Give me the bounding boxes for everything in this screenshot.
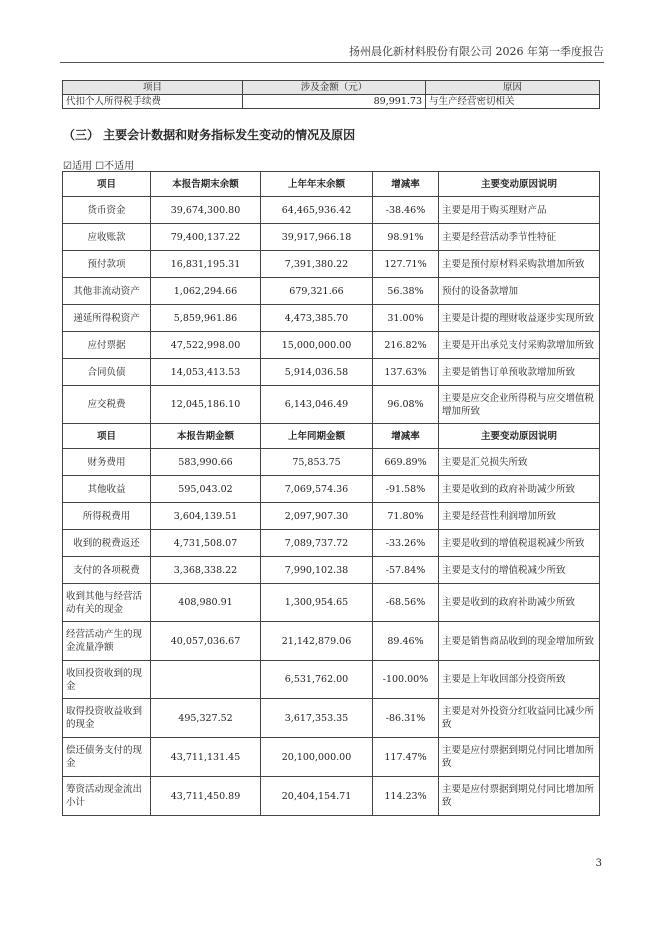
applicability-checkbox: ☑适用 ☐不适用	[63, 161, 135, 172]
column-header: 增减率	[373, 424, 439, 449]
row-item: 其他收益	[63, 476, 151, 503]
row-change-rate: 56.38%	[373, 278, 439, 305]
row-prior-value: 7,069,574.36	[261, 476, 373, 503]
row-prior-value: 4,473,385.70	[261, 305, 373, 332]
table-row	[63, 777, 600, 816]
row-reason: 主要是汇兑损失所致	[439, 449, 600, 476]
row-reason: 主要是收到的增值税退税减少所致	[439, 530, 600, 557]
row-item: 合同负债	[63, 359, 151, 386]
row-reason: 主要是应付票据到期兑付同比增加所致	[439, 738, 600, 777]
row-item: 筹资活动现金流出小计	[63, 777, 151, 816]
row-prior-value: 7,990,102.38	[261, 557, 373, 584]
row-reason: 主要是对外投资分红收益同比减少所致	[439, 699, 600, 738]
row-reason: 主要是应交企业所得税与应交增值税增加所致	[439, 386, 600, 424]
summary-row	[63, 95, 600, 109]
row-reason: 主要是上年收回部分投资所致	[439, 661, 600, 699]
row-prior-value: 6,143,046.49	[261, 386, 373, 424]
row-current-value: 583,990.66	[151, 449, 261, 476]
row-item: 货币资金	[63, 197, 151, 224]
table-row	[63, 622, 600, 661]
row-current-value: 3,604,139.51	[151, 503, 261, 530]
table-row	[63, 386, 600, 424]
row-reason: 主要是应付票据到期兑付同比增加所致	[439, 777, 600, 816]
row-current-value: 16,831,195.31	[151, 251, 261, 278]
column-header: 项目	[63, 424, 151, 449]
row-current-value: 12,045,186.10	[151, 386, 261, 424]
row-current-value: 39,674,300.80	[151, 197, 261, 224]
table-row	[63, 557, 600, 584]
summary-reason: 与生产经营密切相关	[426, 95, 600, 109]
table-row	[63, 699, 600, 738]
row-item: 收到的税费返还	[63, 530, 151, 557]
summary-item: 代扣个人所得税手续费	[63, 95, 243, 109]
row-item: 收回投资收到的现金	[63, 661, 151, 699]
row-prior-value: 7,089,737.72	[261, 530, 373, 557]
column-header: 主要变动原因说明	[439, 424, 600, 449]
row-change-rate: -100.00%	[373, 661, 439, 699]
row-item: 应收账款	[63, 224, 151, 251]
row-change-rate: -33.26%	[373, 530, 439, 557]
column-header: 主要变动原因说明	[439, 172, 600, 197]
row-reason: 主要是销售商品收到的现金增加所致	[439, 622, 600, 661]
row-item: 应交税费	[63, 386, 151, 424]
column-header: 上年同期金额	[261, 424, 373, 449]
row-current-value: 79,400,137.22	[151, 224, 261, 251]
column-header: 本报告期末余额	[151, 172, 261, 197]
row-reason: 主要是开出承兑支付采购款增加所致	[439, 332, 600, 359]
column-header: 本报告期金额	[151, 424, 261, 449]
table-row	[63, 224, 600, 251]
row-change-rate: 114.23%	[373, 777, 439, 816]
table-row	[63, 332, 600, 359]
row-item: 经营活动产生的现金流量净额	[63, 622, 151, 661]
row-change-rate: 216.82%	[373, 332, 439, 359]
row-item: 取得投资收益收到的现金	[63, 699, 151, 738]
row-reason: 主要是经营性利润增加所致	[439, 503, 600, 530]
row-current-value: 43,711,131.45	[151, 738, 261, 777]
row-prior-value: 75,853.75	[261, 449, 373, 476]
table-row	[63, 251, 600, 278]
row-item: 其他非流动资产	[63, 278, 151, 305]
column-header: 增减率	[373, 172, 439, 197]
row-reason: 主要是收到的政府补助减少所致	[439, 584, 600, 622]
table-row	[63, 197, 600, 224]
row-prior-value: 1,300,954.65	[261, 584, 373, 622]
row-reason: 主要是计提的理财收益逐步实现所致	[439, 305, 600, 332]
row-current-value: 43,711,450.89	[151, 777, 261, 816]
row-prior-value: 2,097,907.30	[261, 503, 373, 530]
page-number: 3	[595, 858, 602, 869]
row-change-rate: -86.31%	[373, 699, 439, 738]
table-row	[63, 738, 600, 777]
row-item: 收到其他与经营活动有关的现金	[63, 584, 151, 622]
table-header-row	[63, 172, 600, 197]
row-reason: 主要是用于购买理财产品	[439, 197, 600, 224]
row-reason: 预付的设备款增加	[439, 278, 600, 305]
row-reason: 主要是预付原材料采购款增加所致	[439, 251, 600, 278]
row-change-rate: 98.91%	[373, 224, 439, 251]
table-row	[63, 278, 600, 305]
row-prior-value: 3,617,353.35	[261, 699, 373, 738]
row-item: 预付款项	[63, 251, 151, 278]
row-change-rate: -68.56%	[373, 584, 439, 622]
row-current-value: 408,980.91	[151, 584, 261, 622]
row-prior-value: 7,391,380.22	[261, 251, 373, 278]
summary-header-cell: 项目	[63, 81, 243, 95]
row-change-rate: 127.71%	[373, 251, 439, 278]
row-item: 财务费用	[63, 449, 151, 476]
row-current-value: 14,053,413.53	[151, 359, 261, 386]
summary-header-cell: 原因	[426, 81, 600, 95]
table-row	[63, 305, 600, 332]
table-row	[63, 359, 600, 386]
table-row	[63, 661, 600, 699]
non-recurring-items-table	[62, 80, 600, 109]
table-row	[63, 584, 600, 622]
column-header: 上年年末余额	[261, 172, 373, 197]
summary-amount: 89,991.73	[243, 95, 426, 109]
row-prior-value: 21,142,879.06	[261, 622, 373, 661]
table-row	[63, 503, 600, 530]
section-title: （三） 主要会计数据和财务指标发生变动的情况及原因	[63, 128, 356, 142]
row-item: 偿还债务支付的现金	[63, 738, 151, 777]
row-current-value: 1,062,294.66	[151, 278, 261, 305]
row-current-value: 47,522,998.00	[151, 332, 261, 359]
row-reason: 主要是支付的增值税减少所致	[439, 557, 600, 584]
table-row	[63, 476, 600, 503]
row-change-rate: 89.46%	[373, 622, 439, 661]
row-prior-value: 20,100,000.00	[261, 738, 373, 777]
row-prior-value: 64,465,936.42	[261, 197, 373, 224]
summary-header-row	[63, 81, 600, 95]
row-prior-value: 679,321.66	[261, 278, 373, 305]
row-prior-value: 6,531,762.00	[261, 661, 373, 699]
row-item: 支付的各项税费	[63, 557, 151, 584]
header-divider	[60, 62, 604, 63]
row-item: 应付票据	[63, 332, 151, 359]
table-row	[63, 530, 600, 557]
row-change-rate: 31.00%	[373, 305, 439, 332]
row-reason: 主要是销售订单预收款增加所致	[439, 359, 600, 386]
row-current-value: 595,043.02	[151, 476, 261, 503]
row-change-rate: 96.08%	[373, 386, 439, 424]
row-change-rate: -38.46%	[373, 197, 439, 224]
table-header-row	[63, 424, 600, 449]
row-item: 递延所得税资产	[63, 305, 151, 332]
summary-header-cell: 涉及金额（元）	[243, 81, 426, 95]
row-change-rate: 137.63%	[373, 359, 439, 386]
row-prior-value: 5,914,036.58	[261, 359, 373, 386]
table-row	[63, 449, 600, 476]
report-header-title: 扬州晨化新材料股份有限公司 2026 年第一季度报告	[349, 45, 604, 58]
row-current-value: 3,368,338.22	[151, 557, 261, 584]
row-reason: 主要是收到的政府补助减少所致	[439, 476, 600, 503]
row-prior-value: 15,000,000.00	[261, 332, 373, 359]
row-change-rate: 669.89%	[373, 449, 439, 476]
row-prior-value: 20,404,154.71	[261, 777, 373, 816]
row-current-value: 495,327.52	[151, 699, 261, 738]
row-item: 所得税费用	[63, 503, 151, 530]
row-current-value: 4,731,508.07	[151, 530, 261, 557]
row-change-rate: 117.47%	[373, 738, 439, 777]
row-current-value	[151, 661, 261, 699]
row-prior-value: 39,917,966.18	[261, 224, 373, 251]
row-change-rate: -57.84%	[373, 557, 439, 584]
row-change-rate: -91.58%	[373, 476, 439, 503]
column-header: 项目	[63, 172, 151, 197]
row-reason: 主要是经营活动季节性特征	[439, 224, 600, 251]
row-current-value: 40,057,036.67	[151, 622, 261, 661]
row-change-rate: 71.80%	[373, 503, 439, 530]
row-current-value: 5,859,961.86	[151, 305, 261, 332]
financial-changes-table	[62, 171, 600, 816]
